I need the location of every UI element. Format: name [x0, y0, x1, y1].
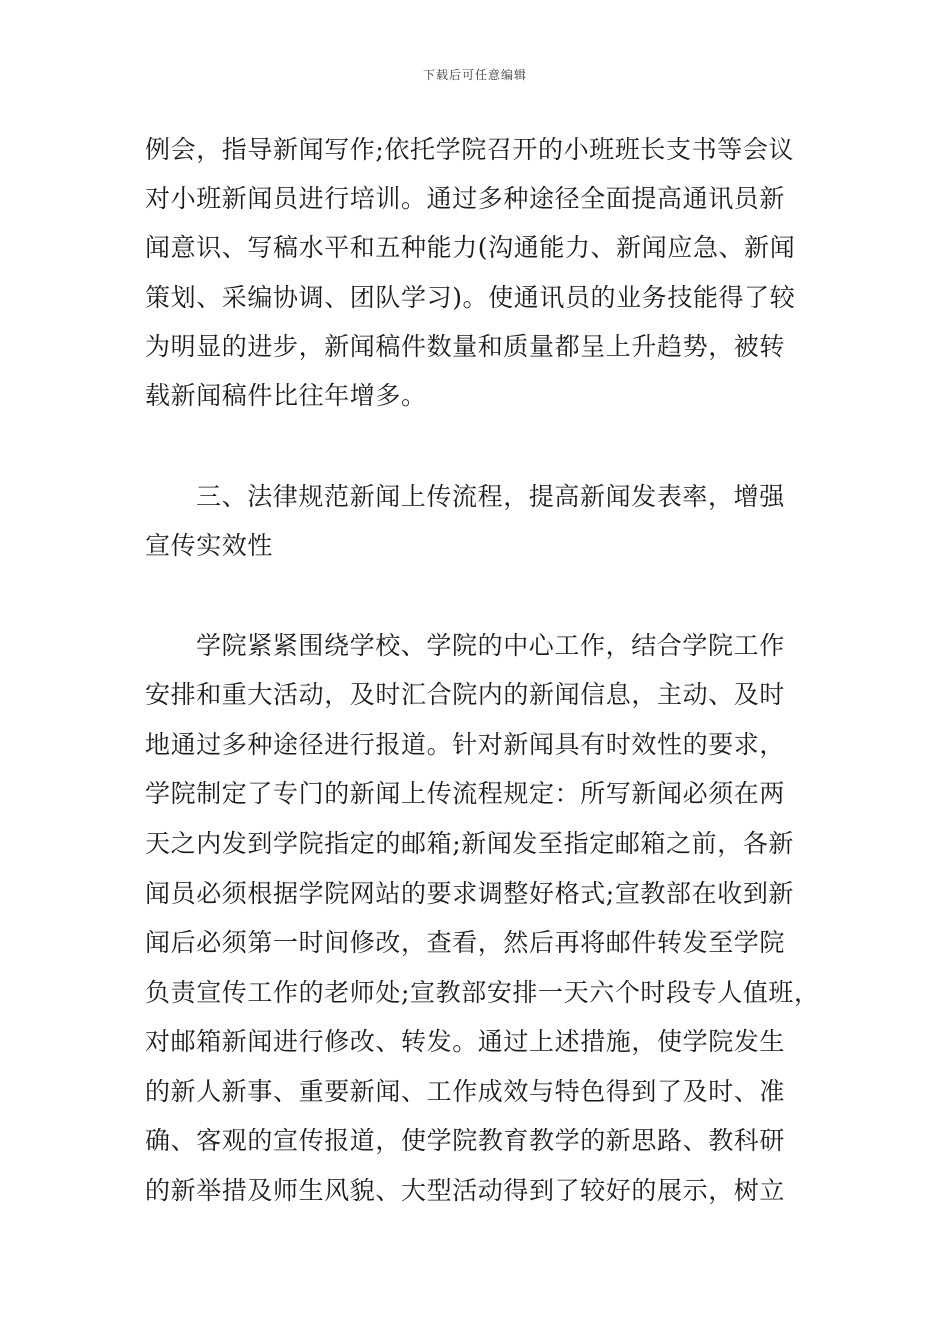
- paragraph-line: 学院制定了专门的新闻上传流程规定：所写新闻必须在两: [145, 779, 786, 808]
- paragraph-line: 例会，指导新闻写作;依托学院召开的小班班长支书等会议: [145, 135, 795, 164]
- paragraph-line: 闻员必须根据学院网站的要求调整好格式;宣教部在收到新: [145, 879, 795, 908]
- paragraph-line: 闻意识、写稿水平和五种能力(沟通能力、新闻应急、新闻: [145, 233, 796, 262]
- paragraph-line: 载新闻稿件比往年增多。: [145, 381, 427, 410]
- page-header: 下载后可任意编辑: [422, 68, 527, 82]
- heading-line: 三、法律规范新闻上传流程，提高新闻发表率，增强: [196, 482, 785, 511]
- paragraph-line: 对邮箱新闻进行修改、转发。通过上述措施，使学院发生: [145, 1027, 786, 1056]
- paragraph-line: 确、客观的宣传报道，使学院教育教学的新思路、教科研: [145, 1126, 786, 1155]
- paragraph-line: 安排和重大活动，及时汇合院内的新闻信息，主动、及时: [145, 680, 786, 709]
- paragraph-line: 学院紧紧围绕学校、学院的中心工作，结合学院工作: [196, 631, 785, 660]
- paragraph-line: 的新人新事、重要新闻、工作成效与特色得到了及时、准: [145, 1077, 786, 1106]
- heading-line: 宣传实效性: [145, 531, 274, 560]
- paragraph-line: 负责宣传工作的老师处;宣教部安排一天六个时段专人值班，: [145, 978, 820, 1007]
- paragraph-line: 天之内发到学院指定的邮箱;新闻发至指定邮箱之前，各新: [145, 829, 795, 858]
- paragraph-line: 的新举措及师生风貌、大型活动得到了较好的展示，树立: [145, 1176, 786, 1205]
- paragraph-line: 对小班新闻员进行培训。通过多种途径全面提高通讯员新: [145, 184, 786, 213]
- paragraph-line: 闻后必须第一时间修改，查看，然后再将邮件转发至学院: [145, 928, 786, 957]
- paragraph-line: 策划、采编协调、团队学习)。使通讯员的业务技能得了较: [145, 283, 796, 312]
- paragraph-line: 为明显的进步，新闻稿件数量和质量都呈上升趋势，被转: [145, 332, 786, 361]
- paragraph-line: 地通过多种途径进行报道。针对新闻具有时效性的要求，: [145, 730, 786, 759]
